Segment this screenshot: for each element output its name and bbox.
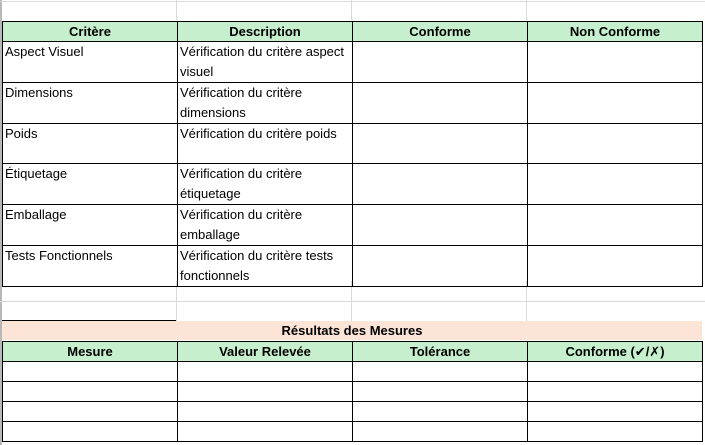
table-row — [3, 42, 703, 83]
table-row — [3, 124, 703, 164]
cell-conforme[interactable] — [353, 164, 528, 205]
results-table — [2, 341, 703, 442]
cell-mesure[interactable] — [3, 422, 178, 442]
cell-conforme[interactable] — [353, 83, 528, 124]
cell-critere[interactable]: Emballage — [3, 205, 178, 246]
table-row — [3, 382, 703, 402]
header-description[interactable]: Description — [178, 22, 353, 42]
header-conforme-check[interactable]: Conforme (✔/✗) — [528, 342, 703, 362]
cell-conforme[interactable] — [353, 205, 528, 246]
cell-conforme[interactable] — [353, 246, 528, 287]
cell-critere[interactable]: Tests Fonctionnels — [3, 246, 178, 287]
cell-conforme[interactable] — [528, 422, 703, 442]
header-mesure[interactable]: Mesure — [3, 342, 178, 362]
cell-conforme[interactable] — [353, 124, 528, 164]
gridline — [176, 0, 177, 20]
cell-mesure[interactable] — [3, 402, 178, 422]
gridline — [526, 0, 527, 20]
cell-tolerance[interactable] — [353, 382, 528, 402]
cell-mesure[interactable] — [3, 362, 178, 382]
cell-valeur[interactable] — [178, 402, 353, 422]
table-row — [3, 362, 703, 382]
table-row — [3, 422, 703, 442]
cell-description[interactable]: Vérification du critère étiquetage — [178, 164, 353, 205]
cell-tolerance[interactable] — [353, 402, 528, 422]
cell-description[interactable]: Vérification du critère aspect visuel — [178, 42, 353, 83]
cell-conforme[interactable] — [528, 362, 703, 382]
header-non-conforme[interactable]: Non Conforme — [528, 22, 703, 42]
results-title[interactable]: Résultats des Mesures — [2, 321, 702, 340]
cell-description[interactable]: Vérification du critère emballage — [178, 205, 353, 246]
table-row — [3, 164, 703, 205]
cell-mesure[interactable] — [3, 382, 178, 402]
table-row — [3, 402, 703, 422]
cell-tolerance[interactable] — [353, 362, 528, 382]
cell-critere[interactable]: Étiquetage — [3, 164, 178, 205]
header-tolerance[interactable]: Tolérance — [353, 342, 528, 362]
cell-valeur[interactable] — [178, 422, 353, 442]
table-row — [3, 205, 703, 246]
cell-description[interactable]: Vérification du critère tests fonctionnels — [178, 246, 353, 287]
cell-non-conforme[interactable] — [528, 83, 703, 124]
cell-critere[interactable]: Dimensions — [3, 83, 178, 124]
header-conforme[interactable]: Conforme — [353, 22, 528, 42]
cell-non-conforme[interactable] — [528, 42, 703, 83]
criteria-header-row — [3, 22, 703, 42]
cell-valeur[interactable] — [178, 382, 353, 402]
cell-non-conforme[interactable] — [528, 205, 703, 246]
cell-conforme[interactable] — [528, 382, 703, 402]
cell-tolerance[interactable] — [353, 422, 528, 442]
criteria-table — [2, 21, 703, 287]
cell-conforme[interactable] — [528, 402, 703, 422]
cell-non-conforme[interactable] — [528, 164, 703, 205]
header-critere[interactable]: Critère — [3, 22, 178, 42]
cell-non-conforme[interactable] — [528, 124, 703, 164]
table-row — [3, 83, 703, 124]
cell-conforme[interactable] — [353, 42, 528, 83]
results-header-row — [3, 342, 703, 362]
cell-description[interactable]: Vérification du critère dimensions — [178, 83, 353, 124]
table-row — [3, 246, 703, 287]
cell-critere[interactable]: Poids — [3, 124, 178, 164]
gridline — [0, 301, 705, 302]
cell-valeur[interactable] — [178, 362, 353, 382]
cell-critere[interactable]: Aspect Visuel — [3, 42, 178, 83]
gridline — [351, 0, 352, 20]
cell-description[interactable]: Vérification du critère poids — [178, 124, 353, 164]
cell-non-conforme[interactable] — [528, 246, 703, 287]
gridline — [0, 1, 705, 2]
header-valeur-relevee[interactable]: Valeur Relevée — [178, 342, 353, 362]
